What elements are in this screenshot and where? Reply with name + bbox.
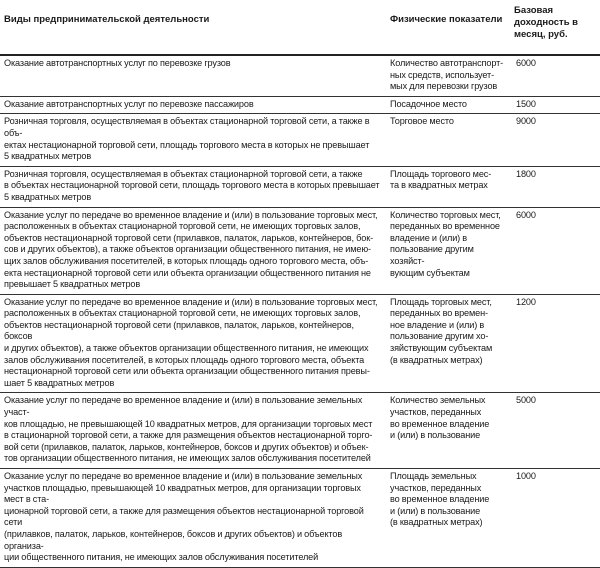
activity-cell: Розничная торговля, осуществляемая в объектах стационарной торговой сети, а также в объектах нестационарной торговой сети, площадь торгового места в которых превышает 5 квадратных метров [0,166,386,207]
indicator-cell: Количество земельных участков, переданных во временное владение и (или) в пользование [386,393,510,469]
activity-cell: Оказание услуг по передаче во временное владение и (или) в пользование земельных участ- ков площадью, не превышающей 10 квадратных метров, для организации торговых мест в стационарной торговой сети, а также для размещения объектов нестационарной торго- вой сети (прилавков, палаток, ларьков, контейнеров, боксов и других объектов) и объек- тов организации общественного питания, не имеющих залов обслуживания посетителей [0,393,386,469]
header-base-income: Базовая доходность в месяц, руб. [510,0,600,55]
income-cell: 6000 [510,207,600,294]
table-row [0,114,600,166]
income-cell: 1000 [510,469,600,568]
header-physical-indicators: Физические показатели [386,0,510,55]
activity-cell: Оказание автотранспортных услуг по перевозке грузов [0,55,386,96]
table-row [0,469,600,568]
table-row [0,166,600,207]
activity-cell: Оказание услуг по передаче во временное владение и (или) в пользование торговых мест, расположенных в объектах стационарной торговой сети, не имеющих торговых залов, объектов нестационарной торговой сети (прилавков, палаток, ларьков, контейнеров, бок- сов и других объектов), а также объектов организации общественного питания, не имею- щих залов обслуживания посетителей, в которых площадь одного торгового места, объ- екта нестационарной торговой сети или объекта организации общественного питания не превышает 5 квадратных метров [0,207,386,294]
activity-cell: Оказание услуг по передаче во временное владение и (или) в пользование земельных участков площадью, превышающей 10 квадратных метров, для организации торговых мест в ста- ционарной торговой сети, а также для размещения объектов нестационарной торговой сети (прилавков, палаток, ларьков, контейнеров, боксов и других объектов) и объектов организа- ции общественного питания, не имеющих залов обслуживания посетителей [0,469,386,568]
activity-cell: Розничная торговля, осуществляемая в объектах стационарной торговой сети, а также в объ- ектах нестационарной торговой сети, площадь торгового места в которых не превышает 5 квадратных метров [0,114,386,166]
indicator-cell: Количество торговых мест, переданных во временное владение и (или) в пользование другим хозяйст- вующим субъектам [386,207,510,294]
indicator-cell: Торговое место [386,114,510,166]
income-cell: 5000 [510,393,600,469]
table-row [0,393,600,469]
table-row [0,55,600,96]
indicator-cell: Площадь торгового мес- та в квадратных метрах [386,166,510,207]
indicator-cell: Посадочное место [386,96,510,114]
table-row [0,294,600,393]
header-activity-types: Виды предпринимательской деятельности [0,0,386,55]
income-cell: 6000 [510,55,600,96]
income-cell: 1800 [510,166,600,207]
activity-cell: Оказание автотранспортных услуг по перевозке пассажиров [0,96,386,114]
table-row [0,207,600,294]
indicator-cell: Количество автотранспорт- ных средств, использует- мых для перевозки грузов [386,55,510,96]
income-cell: 9000 [510,114,600,166]
table-header-row [0,0,600,55]
income-cell: 1200 [510,294,600,393]
income-cell: 1500 [510,96,600,114]
indicator-cell: Площадь торговых мест, переданных во времен- ное владение и (или) в пользование другим хо- зяйствующим субъектам (в квадратных метрах) [386,294,510,393]
table-row [0,96,600,114]
activity-cell: Оказание услуг по передаче во временное владение и (или) в пользование торговых мест, расположенных в объектах стационарной торговой сети, не имеющих торговых залов, объектов нестационарной торговой сети (прилавков, палаток, ларьков, контейнеров, боксов и других объектов), а также объектов организации общественного питания, не имеющих залов обслуживания посетителей, в которых площадь одного торгового места, объекта нестационарной торговой сети или объекта организации общественного питания превы- шает 5 квадратных метров [0,294,386,393]
indicator-cell: Площадь земельных участков, переданных во временное владение и (или) в пользование (в квадратных метрах) [386,469,510,568]
